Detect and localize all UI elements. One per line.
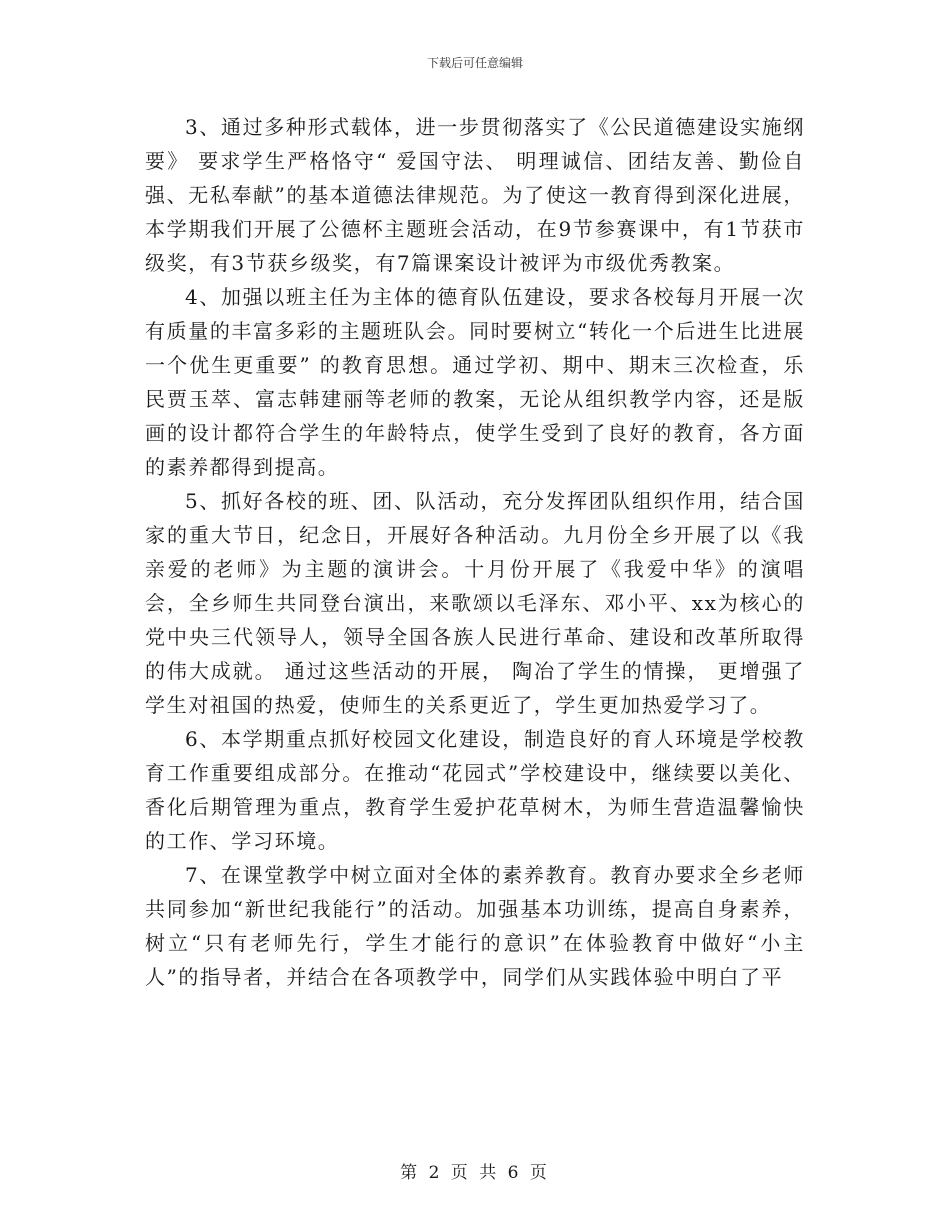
paragraph-4: 4、加强以班主任为主体的德育队伍建设，要求各校每月开展一次有质量的丰富多彩的主题班队会。同时要树立“转化一个后进生比进展一个优生更重要” 的教育思想。通过学初、期中、期末三次检查，乐民贾玉萃、富志韩建丽等老师的教案，无论从组织教学内容，还是版画的设计都符合学生的年龄特点，使学生受到了良好的教育，各方面的素养都得到提高。 [145,285,805,479]
paragraph-6: 6、本学期重点抓好校园文化建设，制造良好的育人环境是学校教育工作重要组成部分。在推动“花园式”学校建设中，继续要以美化、香化后期管理为重点，教育学生爱护花草树木，为师生营造温馨愉快的工作、学习环境。 [145,727,805,853]
document-body [145,110,805,994]
paragraph-7: 7、在课堂教学中树立面对全体的素养教育。教育办要求全乡老师共同参加“新世纪我能行”的活动。加强基本功训练，提高自身素养，树立“只有老师先行，学生才能行的意识”在体验教育中做好“小主人”的指导者，并结合在各项教学中，同学们从实践体验中明白了平 [145,863,805,989]
page-header: 下载后可任意编辑 [426,56,523,70]
paragraph-3: 3、通过多种形式载体，进一步贯彻落实了《公民道德建设实施纲要》 要求学生严格恪守“ 爱国守法、 明理诚信、团结友善、勤俭自强、无私奉献”的基本道德法律规范。为了使这一教育得到深化进展，本学期我们开展了公德杯主题班会活动，在9节参赛课中，有1节获市级奖，有3节获乡级奖，有7篇课案设计被评为市级优秀教案。 [145,115,805,275]
paragraph-5: 5、抓好各校的班、团、队活动，充分发挥团队组织作用，结合国家的重大节日，纪念日，开展好各种活动。九月份全乡开展了以《我亲爱的老师》为主题的演讲会。十月份开展了《我爱中华》的演唱会，全乡师生共同登台演出，来歌颂以毛泽东、邓小平、xx为核心的党中央三代领导人，领导全国各族人民进行革命、建设和改革所取得的伟大成就。 通过这些活动的开展， 陶冶了学生的情操， 更增强了学生对祖国的热爱，使师生的关系更近了，学生更加热爱学习了。 [145,489,805,717]
page-number: 第 2 页 共 6 页 [400,1163,550,1183]
